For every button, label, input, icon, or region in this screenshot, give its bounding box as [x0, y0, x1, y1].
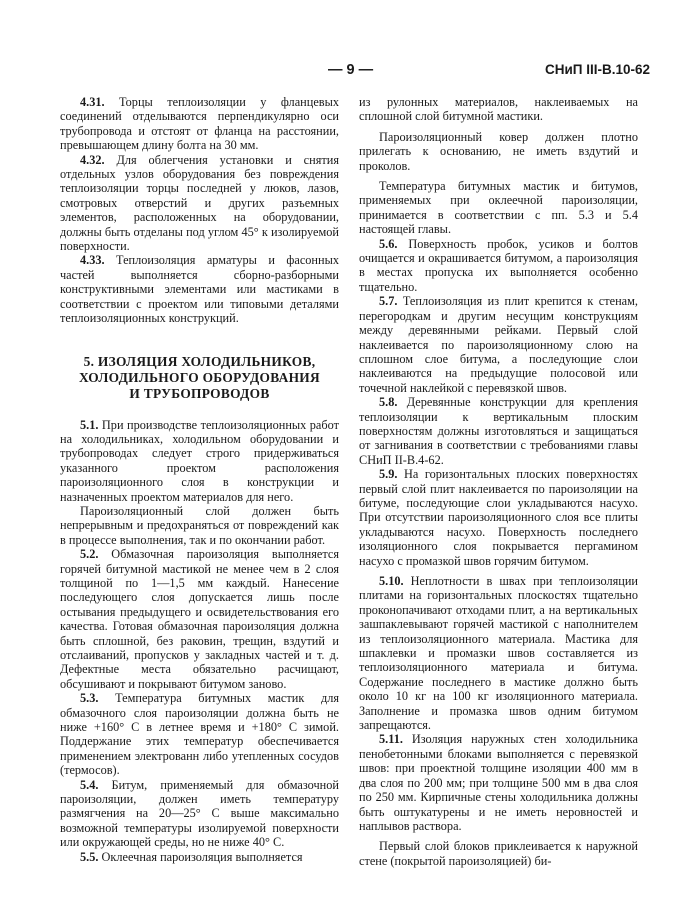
paragraph-4-33: [60, 253, 339, 325]
paragraph-4-31: [60, 95, 339, 153]
paragraph-number: 5.9.: [379, 467, 398, 482]
paragraph-text: Оклеечная пароизоляция выполняется: [98, 849, 303, 864]
paragraph-number: 4.31.: [80, 95, 105, 109]
paragraph-text: Теплоизоляция арматуры и фасонных частей выполняется сборно-разборными конструктивными элементами или мастиками в соответствии с проектом или типовыми деталями теплоизоляционных конструкций.: [60, 253, 339, 326]
paragraph-5-5-vapor-carpet: Пароизоляционный ковер должен плотно прилегать к основанию, не иметь вздутий и проколов.: [359, 129, 638, 173]
paragraph-text: Для облегчения установки и снятия отдельных узлов оборудования без повреждения теплоизоляции торцы последней у люков, лазов, смотровых отверстий и других разъемных элементов, расположенных на оборудовании, должны быть отделаны под углом 45° к изолируемой поверхности.: [60, 152, 339, 254]
page-number: — 9 —: [328, 62, 374, 78]
paragraph-5-6: [359, 237, 638, 295]
paragraph-5-5-continued: из рулонных материалов, наклеиваемых на сплошной слой битумной мастики.: [359, 95, 638, 124]
paragraph-5-9: [359, 467, 638, 568]
section-title: [60, 354, 339, 402]
paragraph-5-5-temperature: Температура битумных мастик и битумов, применяемых при оклеечной пароизоляции, принимается в соответствии с пп. 5.3 и 5.4 настоящей главы.: [359, 179, 638, 237]
paragraph-4-32: [60, 153, 339, 254]
paragraph-text: Теплоизоляция из плит крепится к стенам, перегородкам и другим несущим конструкциям между деревянными рейками. Первый слой наклеивается по пароизоляционному слою на сплошном слое битума, а последующие слои наклеиваются на предыдущие полосовой или точечной наклейкой с перевязкой швов.: [359, 294, 638, 395]
paragraph-5-8: [359, 395, 638, 467]
paragraph-5-1-continued: Пароизоляционный слой должен быть непрерывным и предохраняться от повреждений как в процессе выполнения, так и по окончании работ.: [60, 503, 339, 547]
paragraph-5-1: [60, 418, 339, 504]
right-column: [359, 95, 638, 868]
paragraph-text: Изоляция наружных стен холодильника пенобетонными блоками выполняется с перевязкой швов: при проектной толщине изоляции 400 мм в два слоя по 200 мм; при толщине 500 мм в два слоя по 250 мм. Кирпичные стены холодильника должны быть оштукатурены и не иметь неровностей и наплывов раствора.: [359, 732, 638, 833]
paragraph-number: 4.33.: [80, 253, 105, 268]
paragraph-5-4: [60, 778, 339, 850]
section-title-line: И ТРУБОПРОВОДОВ: [129, 385, 270, 401]
paragraph-number: 5.2.: [80, 547, 99, 562]
paragraph-5-5: [60, 850, 339, 864]
paragraph-number: 5.1.: [80, 417, 99, 432]
page-header: [60, 62, 650, 82]
paragraph-5-11: [359, 732, 638, 833]
paragraph-number: 5.6.: [379, 236, 398, 251]
paragraph-5-2: [60, 547, 339, 691]
paragraph-number: 5.7.: [379, 294, 398, 309]
paragraph-text: Обмазочная пароизоляция выполняется горячей битумной мастикой не менее чем в 2 слоя толщиной по 1—1,5 мм каждый. Нанесение последующего слоя допускается лишь после остывания предыдущего и освидетельствования его качества. Готовая обмазочная пароизоляция должна быть сплошной, без раковин, трещин, вздутий и отслаиваний, пропусков у закладных частей и т. д. Дефектные места обязательно расчищают, обсушивают и покрывают битумом заново.: [60, 547, 339, 691]
paragraph-number: 5.11.: [379, 732, 403, 747]
section-title-line: ХОЛОДИЛЬНОГО ОБОРУДОВАНИЯ: [78, 369, 320, 385]
paragraph-number: 5.5.: [80, 849, 99, 864]
paragraph-text: Неплотности в швах при теплоизоляции плитами на горизонтальных плоскостях тщательно проконопачивают отходами плит, а на вертикальных зашпаклевывают горячей мастикой с наполнителем из теплоизоляционного материала. Мастика для шпаклевки и промазки швов составляется из теплоизоляционного материала и битума. Содержание последнего в мастике должно быть около 10 кг на 100 кг изоляционного материала. Заполнение и промазка швов одним битумом запрещаются.: [359, 574, 638, 733]
paragraph-number: 4.32.: [80, 152, 105, 167]
paragraph-number: 5.4.: [80, 777, 99, 792]
paragraph-text: На горизонтальных плоских поверхностях первый слой плит наклеивается по пароизоляции на битуме, последующие слои укладываются насухо. При отсутствии пароизоляционного слоя все плиты укладываются насухо. Поверхность последнего изоляционного слоя покрывается пергамином насухо с промазкой швов горячим битумом.: [359, 467, 638, 568]
document-code: СНиП III-В.10-62: [544, 62, 650, 77]
paragraph-5-10: [359, 574, 638, 732]
paragraph-text: Битум, применяемый для обмазочной пароизоляции, должен иметь температуру размягчения на 20—25° С выше максимально возможной температуры изолируемой поверхности или окружающей среды, но не ниже 40° С.: [60, 777, 339, 850]
paragraph-5-11-continued: Первый слой блоков приклеивается к наружной стене (покрытой пароизоляцией) би-: [359, 839, 638, 868]
paragraph-5-7: [359, 294, 638, 395]
paragraph-number: 5.8.: [379, 395, 398, 410]
paragraph-text: Торцы теплоизоляции у фланцевых соединений отделываются перпендикулярно оси трубопровода и отстоят от фланца на расстоянии, превышающем длину болта на 30 мм.: [60, 95, 339, 153]
paragraph-text: Поверхность пробок, усиков и болтов очищается и окрашивается битумом, а пароизоляция в местах пропуска их выполняется особенно тщательно.: [359, 236, 638, 294]
paragraph-number: 5.3.: [80, 691, 99, 706]
paragraph-5-3: [60, 691, 339, 777]
paragraph-text: Деревянные конструкции для крепления теплоизоляции к вертикальным плоским поверхностям должны изготовляться и защищаться от загнивания в соответствии с требованиями главы СНиП II-В.4-62.: [359, 395, 638, 467]
section-title-line: 5. ИЗОЛЯЦИЯ ХОЛОДИЛЬНИКОВ,: [83, 353, 316, 369]
paragraph-text: При производстве теплоизоляционных работ на холодильниках, холодильном оборудовании и трубопроводах следует строго придерживаться указанного проектом расположения пароизоляционного слоя в конструкции и назначенных проектом материалов для него.: [60, 417, 339, 504]
paragraph-text: Температура битумных мастик для обмазочного слоя пароизоляции должна быть не ниже +160° С в летнее время и +180° С зимой. Поддержание этих температур обеспечивается применением электрованн либо утепленных сосудов (термосов).: [60, 691, 339, 778]
left-column: [60, 95, 339, 864]
paragraph-number: 5.10.: [379, 574, 404, 588]
